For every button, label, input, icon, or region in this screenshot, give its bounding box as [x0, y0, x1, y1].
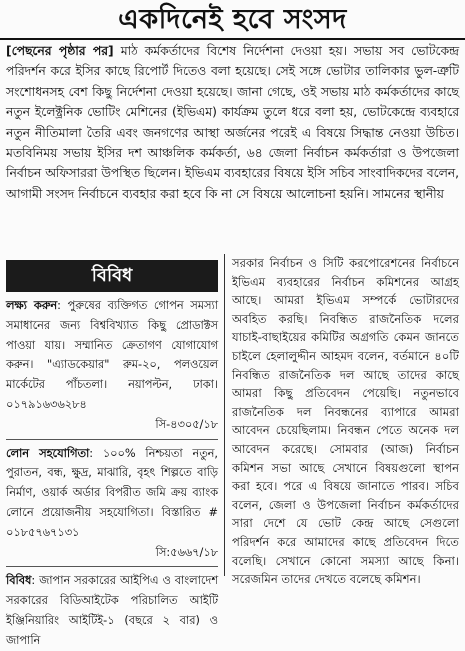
ad-code: সি-৪৩০৫/১৮	[155, 417, 218, 431]
ad-body: : পুরুষের ব্যক্তিগত গোপন সমস্যা সমাধানের জন্য বিশ্ববিখ্যাত কিছু প্রোডাক্টস পাওয়া যায়। সম্মানিত ক্রেতাগণ যোগাযোগ করুন। "এ্যাডকেয়ার" রুম-২০, পলওয়েল মার্কেটের পাঁচতলা। নয়াপল্টন, ঢাকা। ০১৭৯১৬৩৬২৮৪	[6, 299, 219, 411]
ad-keyword: বিবিধ	[6, 574, 32, 588]
jump-label: [পেছনের পৃষ্ঠার পর]	[6, 44, 114, 58]
headline-rule	[0, 38, 465, 40]
lead-body: মাঠ কর্মকর্তাদের বিশেষ নির্দেশনা দেওয়া হয়। সভায় সব ভোটকেন্দ্র পরিদর্শন করে ইসির কাছে রিপোর্ট দিতেও বলা হয়েছে। সেই সঙ্গে ভোটার তালিকার ভুল-ত্রুটি সংশোধনসহ বেশ কিছু নির্দেশনা দেওয়া হয়েছে। জানা গেছে, ওই সভায় মাঠ কর্মকর্তাদের কাছে নতুন ইলেক্ট্রনিক ভোটিং মেশিনের (ইভিএম) কার্যক্রম তুলে ধরে বলা হয়, ভোটকেন্দ্রে ব্যবহারে নতুন নীতিমালা তৈরি এবং জনগণের আস্থা অর্জনের পরেই এ বিষয়ে সিদ্ধান্ত নেওয়া উচিত। মতবিনিময় সভায় ইসির দশ আঞ্চলিক কর্মকর্তা, ৬৪ জেলা নির্বাচন কর্মকর্তারা ও উপজেলা নির্বাচন অফিসাররা উপস্থিত ছিলেন। ইভিএম ব্যবহারের বিষয়ে ইসি সচিব সাংবাদিকদের বলেন, আগামী সংসদ নির্বাচনে ব্যবহার করা হবে কি না সে বিষয়ে আলোচনা হয়নি। সামনের স্থানীয়	[6, 44, 460, 201]
classified-ad	[0, 567, 224, 650]
ad-text	[6, 571, 218, 650]
ad-body: : জাপান সরকারের আইপিএ ও বাংলাদেশ সরকারের বিডিআইটেক পরিচালিত আইটি ইঞ্জিনিয়ারিং আইটিই-১ (বছরে ২ বার) ও জাপানি	[6, 574, 218, 647]
classifieds-box	[0, 254, 225, 647]
ad-text	[6, 296, 218, 415]
headline: একদিনেই হবে সংসদ	[118, 4, 347, 35]
article-text: সরকার নির্বাচন ও সিটি করপোরেশনের নির্বাচনে ইভিএম ব্যবহারের নির্বাচন কমিশনের আগ্রহ আছে। আমরা ইভিএম সম্পর্কে ভোটারদের অবহিত করছি। নিবন্ধিত রাজনৈতিক দলের যাচাই-বাছাইয়ের কমিটির অগ্রগতি কেমন জানতে চাইলে হেলালুদ্দীন আহমদ বলেন, বর্তমানে ৪০টি নিবন্ধিত রাজনৈতিক দল আছে তাদের কাছে আমরা কিছু প্রতিবেদন পেয়েছি। নতুনভাবে রাজনৈতিক দল নিবন্ধনের ব্যাপারে আমরা আবেদন চেয়েছিলাম। নিবন্ধন পেতে অনেক দল আবেদন করেছে। সোমবার (আজ) নির্বাচন কমিশন সভা আছে সেখানে বিষয়গুলো স্থাপন করা হবে। পরে এ বিষয়ে জানাতে পারব। সচিব বলেন, জেলা ও উপজেলা নির্বাচন কর্মকর্তাদের সারা দেশে যে ভোট কেন্দ্র আছে সেগুলো পরিদর্শন করে আমাদের কাছে প্রতিবেদন দিতে বলেছি। সেখানে কোনো সমস্যা আছে কিনা। সরেজমিন তাদের দেখতে বলেছে কমিশন।	[232, 256, 459, 587]
ad-code: সি:৫৬৬৭/১৮	[155, 545, 218, 559]
lead-paragraph	[6, 41, 459, 204]
ad-text	[6, 444, 218, 543]
article-continuation	[232, 254, 459, 589]
lead-text	[6, 41, 459, 204]
ad-body: : ১০০% নিশ্চয়তা নতুন, পুরাতন, বন্ধ, ক্ষুদ্র, মাঝারি, বৃহৎ শিল্পতে বাড়ি নির্মাণ, ওয়ার্ক অর্ডার বিপরীত জমি ক্রয় ব্যাংক লোনে প্রয়োজনীয় সহযোগিতা। বিস্তারিত # ০১৮৫৭৬৭১৩১	[6, 446, 219, 539]
classified-ad	[0, 292, 224, 435]
classified-ad	[0, 440, 224, 563]
classifieds-title: বিবিধ	[6, 260, 218, 292]
ad-keyword: লক্ষ্য করুন	[6, 299, 58, 312]
ad-keyword: লোন সহযোগিতা	[6, 446, 90, 460]
